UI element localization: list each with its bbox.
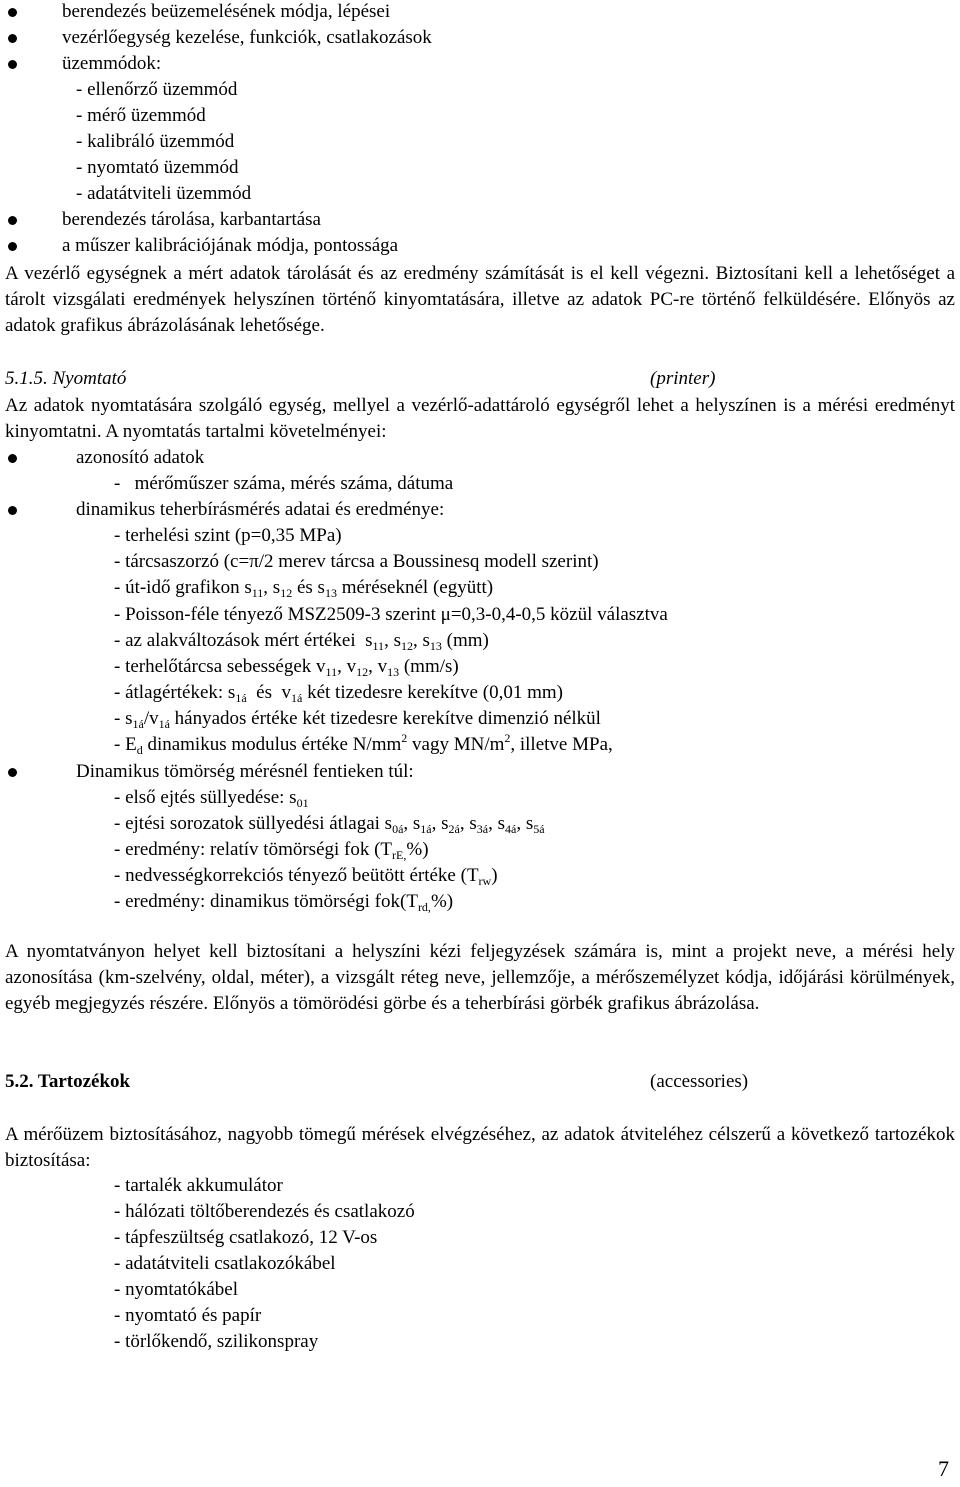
list-item: - ellenőrző üzemmód [76, 79, 238, 100]
list-item: - tápfeszültség csatlakozó, 12 V-os [114, 1227, 378, 1248]
list-item: - mérő üzemmód [76, 105, 206, 126]
section-heading-printer: 5.1.5. Nyomtató [5, 368, 127, 389]
list-item: - adatátviteli csatlakozókábel [114, 1253, 336, 1274]
bullet-icon [8, 768, 17, 777]
list-item: - eredmény: dinamikus tömörségi $fok(T_{rd,}\%)$ [114, 891, 454, 914]
bullet-icon [8, 34, 17, 43]
list-item: - az alakváltozások mért értékei $s_{11}$, $s_{12}$, $s_{13}$ (mm) [114, 630, 489, 653]
list-item: - nyomtatókábel [114, 1279, 238, 1300]
list-item: - $s_{1á}/v_{1á}$ hányados értéke két tizedesre kerekítve dimenzió nélkül [114, 708, 601, 731]
list-item: üzemmódok: [62, 53, 162, 74]
list-item: - adatátviteli üzemmód [76, 183, 252, 204]
list-item: - tárcsaszorzó (c=π/2 merev tárcsa a Boussinesq modell szerint) [114, 551, 599, 572]
paragraph-printed-form: A nyomtatványon helyet kell biztosítani a helyszíni kézi feljegyzések számára is, mint a projekt neve, a mérési hely azonosítása (km-szelvény, oldal, méter), a vizsgált réteg neve, jellemzője, a mérőszemélyzet kódja, időjárási körülmények, egyéb megjegyzés részére. Előnyös a tömörödési görbe és a teherbírási görbék grafikus ábrázolása. [5, 941, 955, 1014]
list-item: - törlőkendő, szilikonspray [114, 1331, 319, 1352]
list-item: berendezés beüzemelésének módja, lépései [62, 1, 391, 22]
page-number: 7 [938, 1456, 949, 1481]
list-item: - hálózati töltőberendezés és csatlakozó [114, 1201, 415, 1222]
list-item: - $E_d$ dinamikus modulus értéke $N/mm^2$ vagy $MN/m^2$, illetve MPa, [114, 731, 613, 757]
bullet-icon [8, 242, 17, 251]
section-heading-accessories: 5.2. Tartozékok [5, 1071, 131, 1092]
bullet-icon [8, 60, 17, 69]
list-item: a műszer kalibrációjának módja, pontossága [62, 235, 399, 256]
list-item: - Poisson-féle tényező MSZ2509-3 szerint μ=0,3-0,4-0,5 közül választva [114, 604, 668, 625]
paragraph-printer: Az adatok nyomtatására szolgáló egység, mellyel a vezérlő-adattároló egységről lehet a helyszínen is a mérési eredményt kinyomtatni. A nyomtatás tartalmi követelményei: [5, 395, 955, 442]
section-heading-english: (printer) [650, 368, 716, 389]
bullet-icon [8, 506, 17, 515]
list-item: - nyomtató üzemmód [76, 157, 239, 178]
list-item: - nedvességkorrekciós tényező beütött értéke $(T_{rw})$ [114, 865, 498, 888]
list-item: berendezés tárolása, karbantartása [62, 209, 321, 230]
list-item: - első ejtés süllyedése: $s_{01}$ [114, 787, 309, 810]
list-item: - terhelési szint (p=0,35 MPa) [114, 525, 342, 546]
list-item: Dinamikus tömörség mérésnél fentieken túl: [76, 761, 414, 782]
list-item: - tartalék akkumulátor [114, 1175, 283, 1196]
list-item: vezérlőegység kezelése, funkciók, csatlakozások [62, 27, 432, 48]
list-item: - terhelőtárcsa sebességek $v_{11}$, $v_{12}$, $v_{13}$ (mm/s) [114, 656, 459, 679]
bullet-icon [8, 8, 17, 17]
list-item: azonosító adatok [76, 447, 205, 468]
section-heading-english: (accessories) [650, 1071, 749, 1092]
list-item: - nyomtató és papír [114, 1305, 262, 1326]
list-item: - mérőműszer száma, mérés száma, dátuma [114, 473, 454, 494]
list-item: - eredmény: relatív tömörségi fok $(T_{rE,}\%)$ [114, 839, 429, 862]
paragraph-accessories: A mérőüzem biztosításához, nagyobb tömegű mérések elvégzéséhez, az adatok átviteléhez célszerű a következő tartozékok biztosítása: [5, 1124, 955, 1171]
list-item: - út-idő grafikon $s_{11}$, $s_{12}$ és $s_{13}$ méréseknél (együtt) [114, 577, 494, 600]
list-item: dinamikus teherbírásmérés adatai és eredménye: [76, 499, 445, 520]
list-item: - átlagértékek: $s_{1á}$ és $v_{1á}$ két tizedesre kerekítve (0,01 mm) [114, 682, 563, 705]
list-item: - ejtési sorozatok süllyedési átlagai $s_{0á}$, $s_{1á}$, $s_{2á}$, $s_{3á}$, $s_{4á}$, $s_{5á}$ [114, 813, 545, 836]
list-item: - kalibráló üzemmód [76, 131, 235, 152]
bullet-icon [8, 454, 17, 463]
bullet-icon [8, 216, 17, 225]
paragraph-control-unit: A vezérlő egységnek a mért adatok tárolását és az eredmény számítását is el kell végezni. Biztosítani kell a lehetőséget a tárolt vizsgálati eredmények helyszínen történő kinyomtatására, illetve az adatok PC-re történő felküldésére. Előnyös az adatok grafikus ábrázolásának lehetősége. [5, 263, 955, 336]
